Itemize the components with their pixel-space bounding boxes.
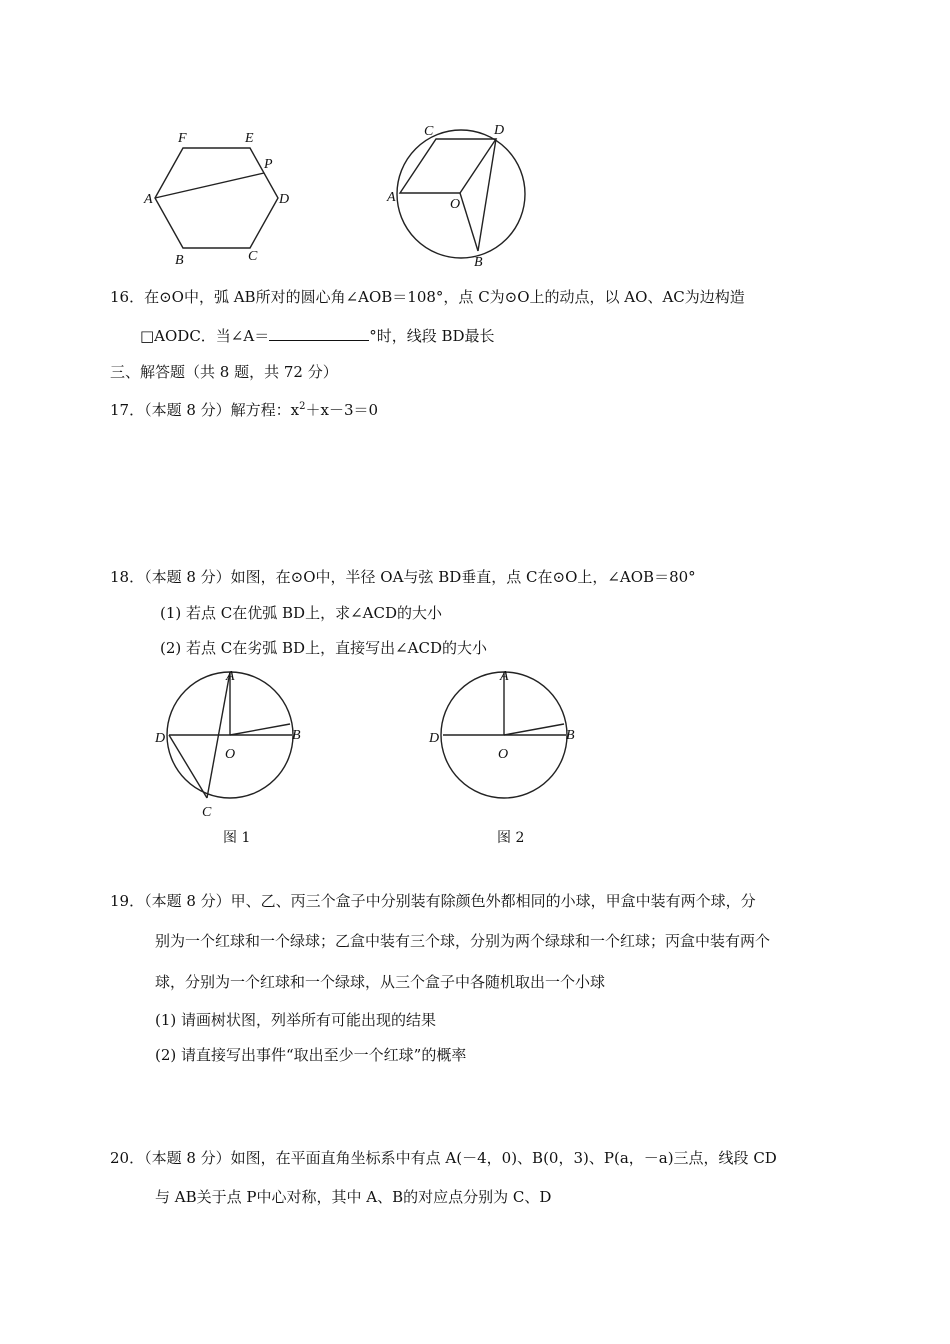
- label-o: O: [225, 747, 236, 762]
- q19-line1: 19．（本题 8 分）甲、乙、丙三个盒子中分别装有除颜色外都相同的小球，甲盒中装有两个球，分: [110, 892, 756, 910]
- label-a: A: [387, 190, 396, 205]
- q18-figure-2: [424, 668, 584, 848]
- figure-caption: 图 2: [497, 830, 525, 846]
- parallelogram-aodc: [400, 139, 496, 193]
- label-o: O: [450, 197, 461, 212]
- label-d: D: [494, 123, 505, 138]
- q20-line2: 与 AB关于点 P中心对称，其中 A、B的对应点分别为 C、D: [155, 1188, 552, 1206]
- q17-prefix: 17．（本题 8 分）解方程：x: [110, 401, 300, 419]
- label-o: O: [498, 747, 509, 762]
- label-f: F: [178, 131, 187, 146]
- q19-part1: (1) 请画树状图，列举所有可能出现的结果: [155, 1011, 437, 1029]
- q18-part2: (2) 若点 C在劣弧 BD上，直接写出∠ACD的大小: [160, 639, 487, 657]
- label-p: P: [264, 157, 273, 172]
- q20-line1: 20．（本题 8 分）如图，在平面直角坐标系中有点 A(－4，0)、B(0，3)、P(a，－a)三点，线段 CD: [110, 1149, 777, 1167]
- segment-ob: [460, 193, 478, 251]
- segment-ap: [155, 173, 264, 198]
- segment-db: [478, 139, 496, 251]
- section-heading: 三、解答题（共 8 题，共 72 分）: [110, 363, 338, 381]
- label-d: D: [279, 192, 290, 207]
- hexagon-figure: [140, 128, 300, 268]
- q16-line2-post: °时，线段 BD最长: [369, 327, 495, 345]
- label-d: D: [429, 731, 440, 746]
- label-b: B: [474, 255, 483, 270]
- circle-parallelogram-figure: [380, 118, 540, 273]
- q16-line1: 16．在⊙O中，弧 AB所对的圆心角∠AOB＝108°，点 C为⊙O上的动点，以 AO、AC为边构造: [110, 288, 745, 306]
- label-b: B: [566, 728, 575, 743]
- label-a: A: [500, 669, 509, 684]
- label-c: C: [424, 124, 434, 139]
- answer-blank[interactable]: [269, 326, 369, 341]
- figure-caption: 图 1: [223, 830, 251, 846]
- label-a: A: [144, 192, 153, 207]
- label-b: B: [292, 728, 301, 743]
- q18-stem: 18．（本题 8 分）如图，在⊙O中，半径 OA与弦 BD垂直，点 C在⊙O上，∠AOB＝80°: [110, 568, 696, 586]
- label-a: A: [226, 669, 235, 684]
- radius-ob: [230, 724, 290, 735]
- q17-exponent: 2: [299, 401, 306, 412]
- radius-ob: [504, 724, 564, 735]
- hexagon-outline: [155, 148, 278, 248]
- label-c: C: [248, 249, 258, 264]
- q19-line3: 球，分别为一个红球和一个绿球，从三个盒子中各随机取出一个小球: [155, 973, 606, 991]
- q19-line2: 别为一个红球和一个绿球；乙盒中装有三个球，分别为两个绿球和一个红球；丙盒中装有两个: [155, 932, 771, 950]
- label-c: C: [202, 805, 212, 820]
- q18-figure-1: [150, 668, 310, 848]
- label-e: E: [245, 131, 254, 146]
- label-d: D: [155, 731, 166, 746]
- q16-line2: [140, 326, 495, 346]
- q17: [110, 397, 378, 420]
- q19-part2: (2) 请直接写出事件“取出至少一个红球”的概率: [155, 1046, 467, 1064]
- q18-part1: (1) 若点 C在优弧 BD上，求∠ACD的大小: [160, 604, 442, 622]
- label-b: B: [175, 253, 184, 268]
- q17-suffix: ＋x－3＝0: [305, 401, 379, 419]
- q16-line2-pre: □AODC．当∠A＝: [140, 327, 270, 345]
